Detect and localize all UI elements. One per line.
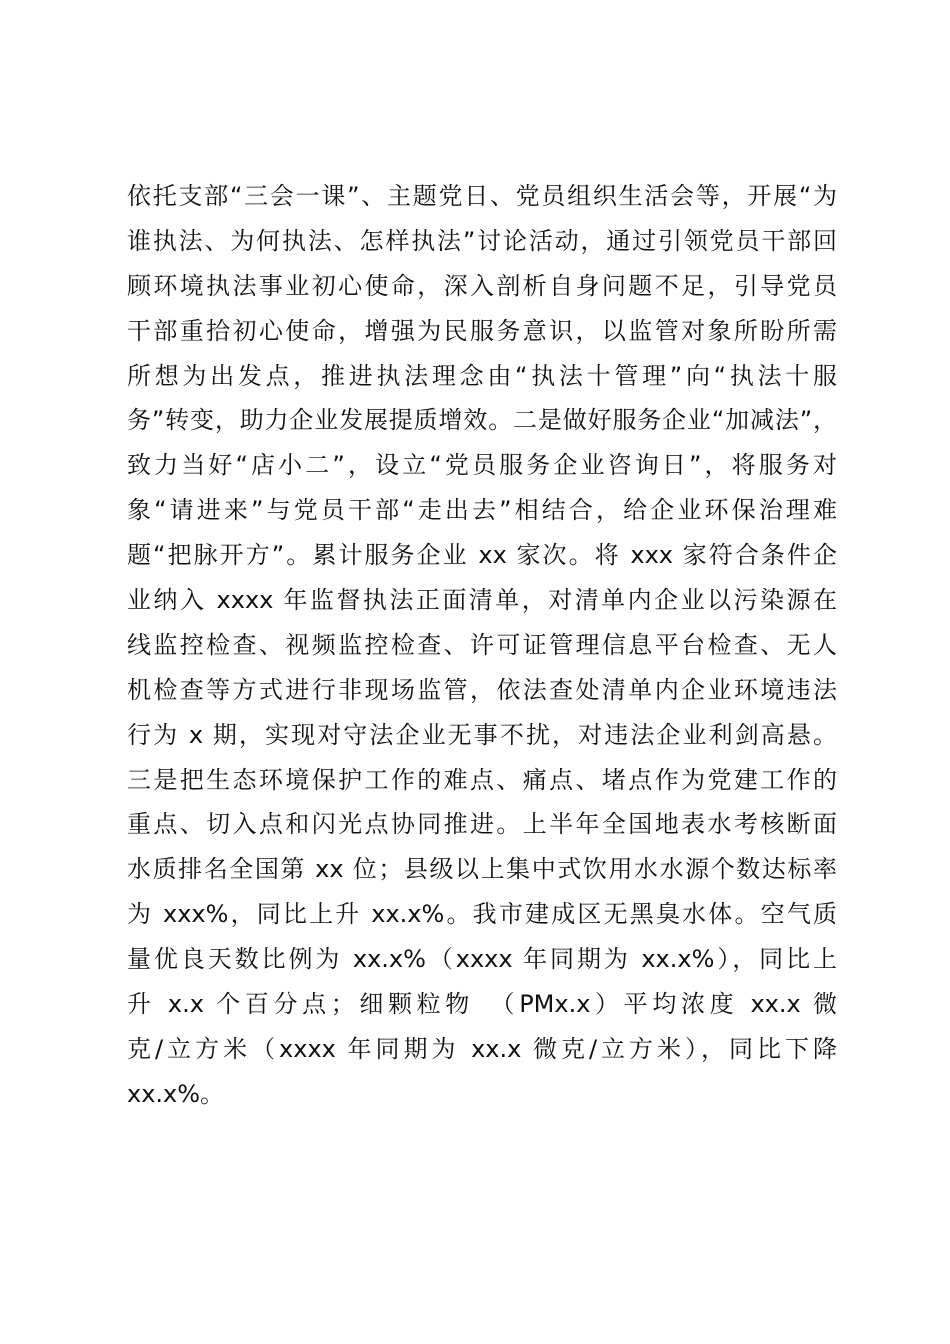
text-line-13: 行为 x 期，实现对守法企业无事不扰，对违法企业利剑高悬。 <box>127 720 837 749</box>
text-line-18: 量优良天数比例为 xx.x%（xxxx 年同期为 xx.x%），同比上 <box>127 945 837 974</box>
text-line-21: xx.x%。 <box>127 1079 225 1108</box>
text-line-17: 为 xxx%，同比上升 xx.x%。我市建成区无黑臭水体。空气质 <box>127 900 837 929</box>
text-line-11: 线监控检查、视频监控检查、许可证管理信息平台检查、无人 <box>127 630 837 659</box>
text-line-10: 业纳入 xxxx 年监督执法正面清单，对清单内企业以污染源在 <box>127 586 837 615</box>
text-line-20: 克/立方米（xxxx 年同期为 xx.x 微克/立方米），同比下降 <box>127 1034 837 1063</box>
text-line-9: 题“把脉开方”。累计服务企业 xx 家次。将 xxx 家符合条件企 <box>127 541 837 570</box>
text-line-12: 机检查等方式进行非现场监管，依法查处清单内企业环境违法 <box>127 675 837 704</box>
text-line-2: 谁执法、为何执法、怎样执法”讨论活动，通过引领党员干部回 <box>127 226 837 255</box>
text-line-14: 三是把生态环境保护工作的难点、痛点、堵点作为党建工作的 <box>127 765 837 794</box>
text-line-4: 干部重拾初心使命，增强为民服务意识，以监管对象所盼所需 <box>127 316 837 345</box>
text-line-19: 升 x.x 个百分点；细颗粒物 （PMx.x）平均浓度 xx.x 微 <box>127 990 837 1019</box>
text-line-8: 象“请进来”与党员干部“走出去”相结合，给企业环保治理难 <box>127 496 837 525</box>
body-paragraph <box>127 174 837 1117</box>
text-line-3: 顾环境执法事业初心使命，深入剖析自身问题不足，引导党员 <box>127 271 837 300</box>
text-line-6: 务”转变，助力企业发展提质增效。二是做好服务企业“加减法”， <box>127 406 837 435</box>
text-line-16: 水质排名全国第 xx 位；县级以上集中式饮用水水源个数达标率 <box>127 855 837 884</box>
text-line-5: 所想为出发点，推进执法理念由“执法十管理”向“执法十服 <box>127 361 837 390</box>
text-line-7: 致力当好“店小二”，设立“党员服务企业咨询日”，将服务对 <box>127 451 837 480</box>
text-line-15: 重点、切入点和闪光点协同推进。上半年全国地表水考核断面 <box>127 810 837 839</box>
text-line-1: 依托支部“三会一课”、主题党日、党员组织生活会等，开展“为 <box>127 182 837 210</box>
